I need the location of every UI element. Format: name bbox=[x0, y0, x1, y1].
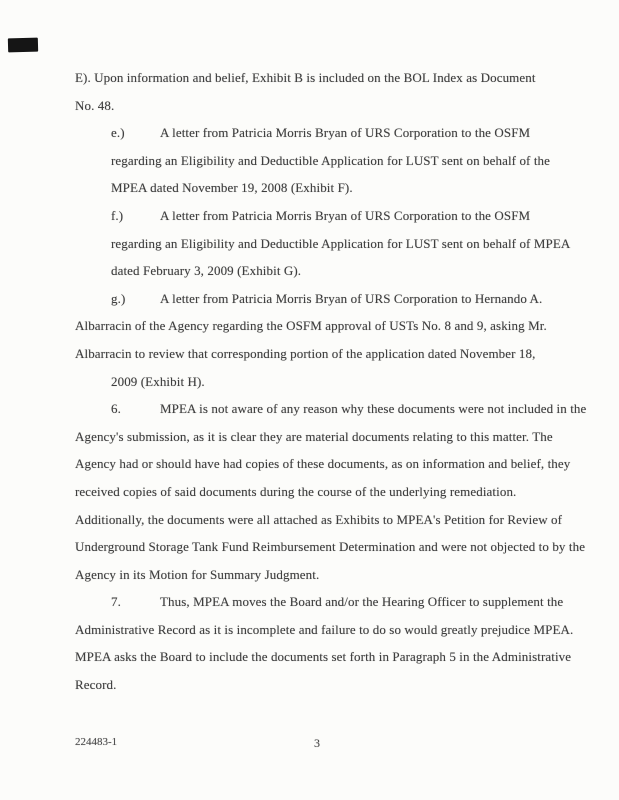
footer-page-number: 3 bbox=[314, 736, 320, 750]
document-line bbox=[111, 230, 575, 258]
document-line bbox=[75, 450, 575, 478]
line-text: Albarracin to review that corresponding portion of the application dated November 18, bbox=[75, 345, 536, 361]
document-line bbox=[111, 202, 575, 230]
line-text: dated February 3, 2009 (Exhibit G). bbox=[111, 263, 302, 279]
scan-artifact-mark bbox=[8, 38, 38, 53]
document-line bbox=[75, 423, 575, 451]
line-text: MPEA dated November 19, 2008 (Exhibit F). bbox=[111, 180, 353, 196]
document-line bbox=[111, 368, 575, 396]
document-line bbox=[75, 643, 575, 671]
document-line bbox=[111, 285, 575, 313]
list-marker: 6. bbox=[111, 401, 121, 417]
line-text: E). Upon information and belief, Exhibit B is included on the BOL Index as Document bbox=[75, 70, 536, 85]
document-line bbox=[111, 257, 575, 285]
line-text: Agency had or should have had copies of these documents, as on information and belief, they bbox=[75, 456, 571, 472]
page-footer bbox=[75, 736, 559, 756]
document-line bbox=[75, 312, 575, 340]
line-text: Administrative Record as it is incomplete and failure to do so would greatly prejudice MPEA. bbox=[75, 621, 574, 637]
line-text: Additionally, the documents were all attached as Exhibits to MPEA's Petition for Review of bbox=[75, 511, 563, 527]
line-text: Thus, MPEA moves the Board and/or the Hearing Officer to supplement the bbox=[160, 594, 564, 610]
line-text: MPEA asks the Board to include the documents set forth in Paragraph 5 in the Administrative bbox=[75, 649, 572, 665]
line-text: A letter from Patricia Morris Bryan of URS Corporation to the OSFM bbox=[160, 125, 531, 141]
document-line bbox=[111, 174, 575, 202]
document-line bbox=[75, 506, 575, 534]
document-line bbox=[75, 533, 586, 561]
list-marker: g.) bbox=[111, 290, 126, 306]
document-line bbox=[111, 147, 575, 175]
line-text: received copies of said documents during the course of the underlying remediation. bbox=[75, 483, 517, 499]
document-line bbox=[111, 588, 575, 616]
document-line bbox=[111, 395, 587, 423]
list-marker: f.) bbox=[111, 207, 124, 223]
document-line bbox=[75, 616, 575, 644]
line-text: MPEA is not aware of any reason why these documents were not included in the bbox=[160, 401, 587, 417]
line-text: Albarracin of the Agency regarding the OSFM approval of USTs No. 8 and 9, asking Mr. bbox=[75, 318, 547, 334]
line-text: Agency's submission, as it is clear they are material documents relating to this matter. The bbox=[75, 428, 553, 444]
footer-document-id: 224483-1 bbox=[75, 736, 118, 748]
list-marker: 7. bbox=[111, 594, 121, 610]
line-text: regarding an Eligibility and Deductible Application for LUST sent on behalf of MPEA bbox=[111, 235, 571, 251]
list-marker: e.) bbox=[111, 125, 125, 141]
document-body bbox=[75, 64, 587, 699]
document-line bbox=[75, 92, 575, 120]
document-line bbox=[75, 478, 575, 506]
line-text: A letter from Patricia Morris Bryan of URS Corporation to the OSFM bbox=[160, 207, 531, 223]
line-text: Underground Storage Tank Fund Reimbursement Determination and were not objected to by the bbox=[75, 539, 586, 555]
document-line bbox=[75, 561, 575, 589]
document-line bbox=[75, 340, 575, 368]
line-text: Agency in its Motion for Summary Judgment. bbox=[75, 566, 320, 582]
line-text: regarding an Eligibility and Deductible Application for LUST sent on behalf of the bbox=[111, 152, 551, 168]
line-text: No. 48. bbox=[75, 97, 115, 113]
document-line bbox=[111, 119, 575, 147]
document-line bbox=[75, 671, 575, 699]
line-text: A letter from Patricia Morris Bryan of URS Corporation to Hernando A. bbox=[160, 290, 543, 306]
line-text: Record. bbox=[75, 677, 117, 693]
document-line bbox=[75, 64, 575, 92]
line-text: 2009 (Exhibit H). bbox=[111, 373, 205, 389]
